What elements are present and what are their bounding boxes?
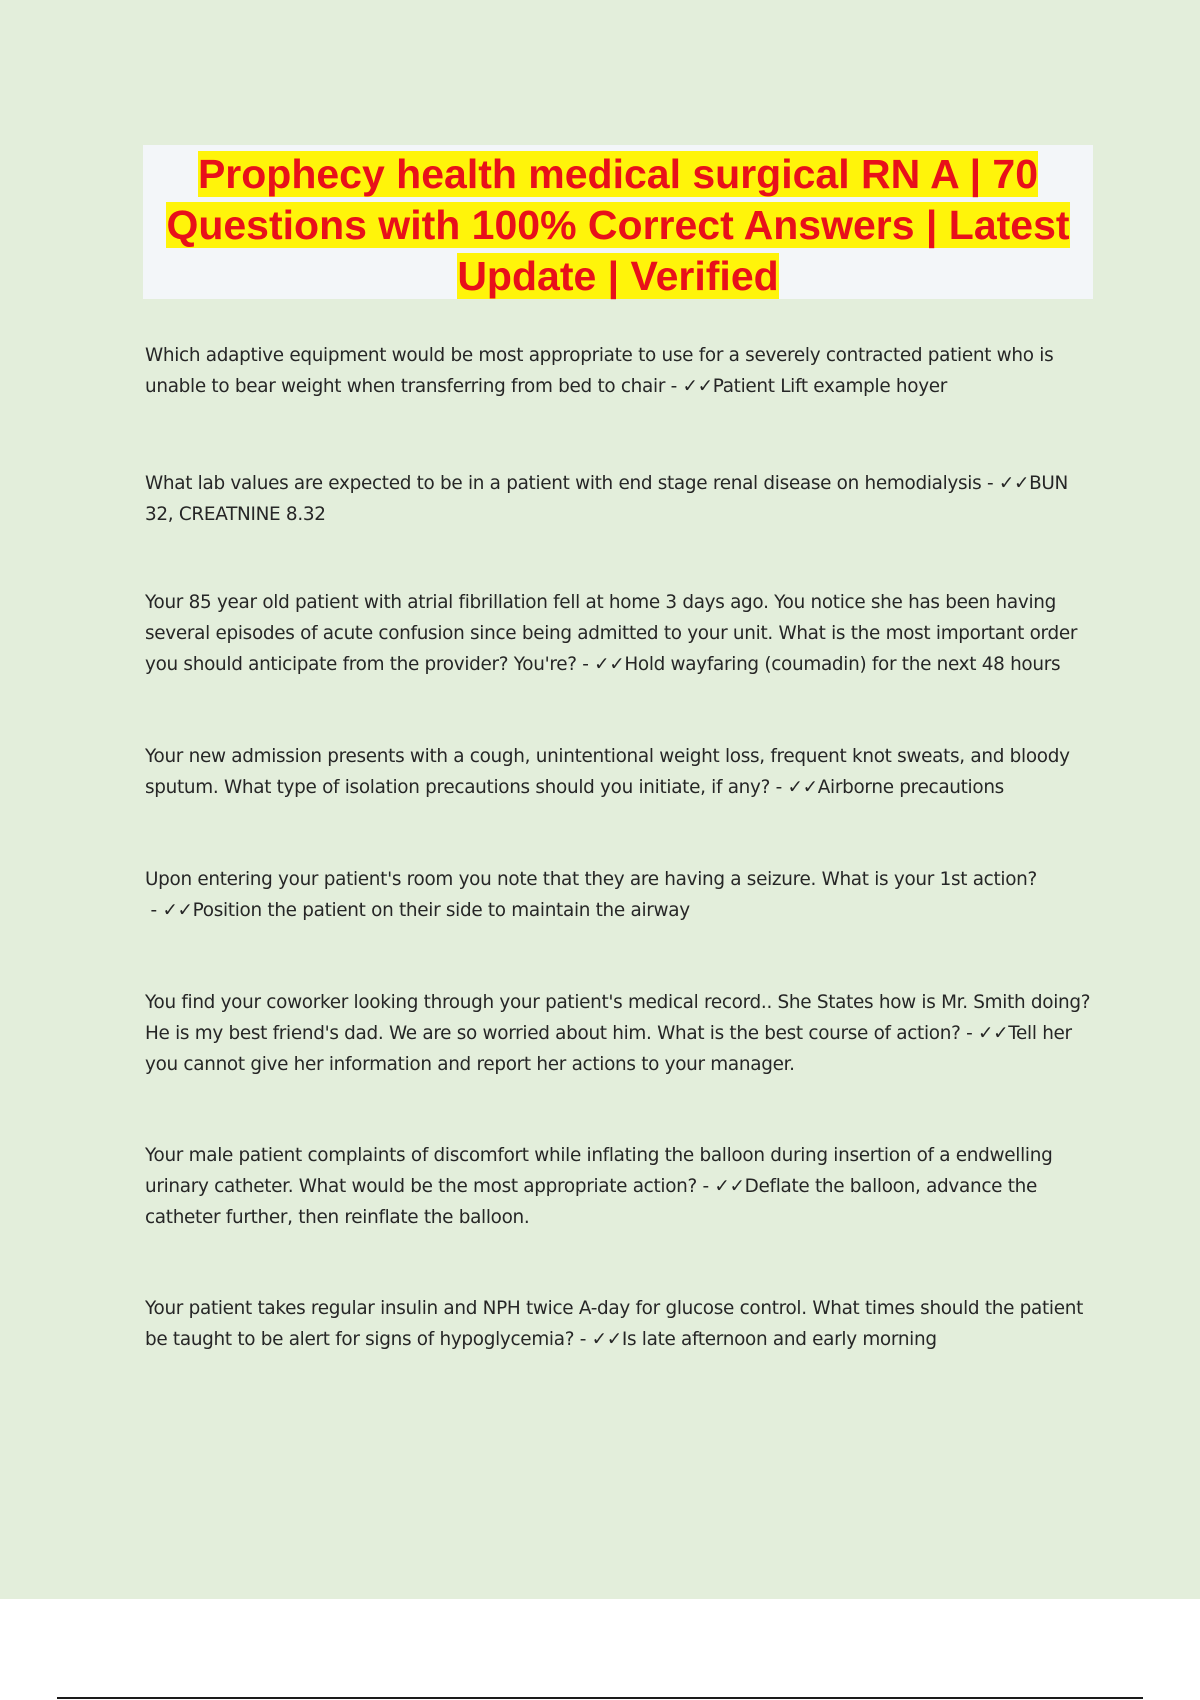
answer-text: Airborne precautions bbox=[817, 777, 1004, 798]
qa-item-2 bbox=[145, 468, 1095, 530]
qa-item-7 bbox=[145, 1140, 1095, 1233]
qa-item-5 bbox=[145, 864, 1095, 926]
qa-item-3 bbox=[145, 587, 1095, 680]
check-icon: ✓✓ bbox=[162, 900, 193, 921]
document-title bbox=[143, 149, 1093, 302]
qa-item-6 bbox=[145, 987, 1095, 1080]
question-text: Your male patient complaints of discomfort while inflating the balloon during insertion of a endwelling urinary catheter. What would be the most appropriate action? bbox=[145, 1145, 1053, 1197]
answer-text: Deflate the balloon, advance the catheter further, then reinflate the balloon. bbox=[145, 1176, 1037, 1228]
question-text: What lab values are expected to be in a patient with end stage renal disease on hemodialysis bbox=[145, 473, 982, 494]
separator: - bbox=[574, 1329, 592, 1350]
question-text: You find your coworker looking through your patient's medical record.. She States how is Mr. Smith doing? He is my best friend's dad. We are so worried about him. What is the best course of action? bbox=[145, 992, 1091, 1044]
question-text: Your new admission presents with a cough, unintentional weight loss, frequent knot sweats, and bloody sputum. What type of isolation precautions should you initiate, if any? bbox=[145, 746, 1070, 798]
question-text: Which adaptive equipment would be most appropriate to use for a severely contracted patient who is unable to bear weight when transferring from bed to chair bbox=[145, 345, 1054, 397]
question-text: Upon entering your patient's room you note that they are having a seizure. What is your 1st action? bbox=[145, 869, 1037, 890]
check-icon: ✓✓ bbox=[787, 777, 818, 798]
separator: - bbox=[960, 1023, 978, 1044]
check-icon: ✓✓ bbox=[591, 1329, 622, 1350]
check-icon: ✓✓ bbox=[998, 473, 1030, 494]
qa-item-4 bbox=[145, 741, 1095, 803]
title-highlight: Prophecy health medical surgical RN A | 70 Questions with 100% Correct Answers | Latest Update | Verified bbox=[166, 151, 1070, 299]
separator: - bbox=[696, 1176, 715, 1197]
check-icon: ✓✓ bbox=[977, 1023, 1009, 1044]
qa-item-8 bbox=[145, 1293, 1095, 1355]
answer-text: Is late afternoon and early morning bbox=[621, 1329, 937, 1350]
separator: - bbox=[576, 654, 595, 675]
question-text: Your 85 year old patient with atrial fibrillation fell at home 3 days ago. You notice she has been having several episodes of acute confusion since being admitted to your unit. What is the most important order you should anticipate from the provider? You're? bbox=[145, 592, 1078, 675]
answer-text: Hold wayfaring (coumadin) for the next 48 hours bbox=[624, 654, 1061, 675]
answer-text: Patient Lift example hoyer bbox=[712, 376, 948, 397]
check-icon: ✓✓ bbox=[594, 654, 625, 675]
separator: - bbox=[981, 473, 999, 494]
answer-text: Position the patient on their side to maintain the airway bbox=[192, 900, 690, 921]
check-icon: ✓✓ bbox=[682, 376, 713, 397]
title-box bbox=[143, 145, 1093, 299]
separator: - bbox=[665, 376, 683, 397]
question-text: Your patient takes regular insulin and NPH twice A-day for glucose control. What times should the patient be taught to be alert for signs of hypoglycemia? bbox=[145, 1298, 1084, 1350]
footer-divider bbox=[57, 1697, 1143, 1699]
separator: - bbox=[770, 777, 788, 798]
answer-text: Tell her you cannot give her information and report her actions to your manager. bbox=[145, 1023, 1072, 1075]
qa-item-1 bbox=[145, 340, 1095, 402]
answer-text: BUN 32, CREATNINE 8.32 bbox=[145, 473, 1068, 525]
check-icon: ✓✓ bbox=[714, 1176, 745, 1197]
separator: - bbox=[145, 900, 163, 921]
